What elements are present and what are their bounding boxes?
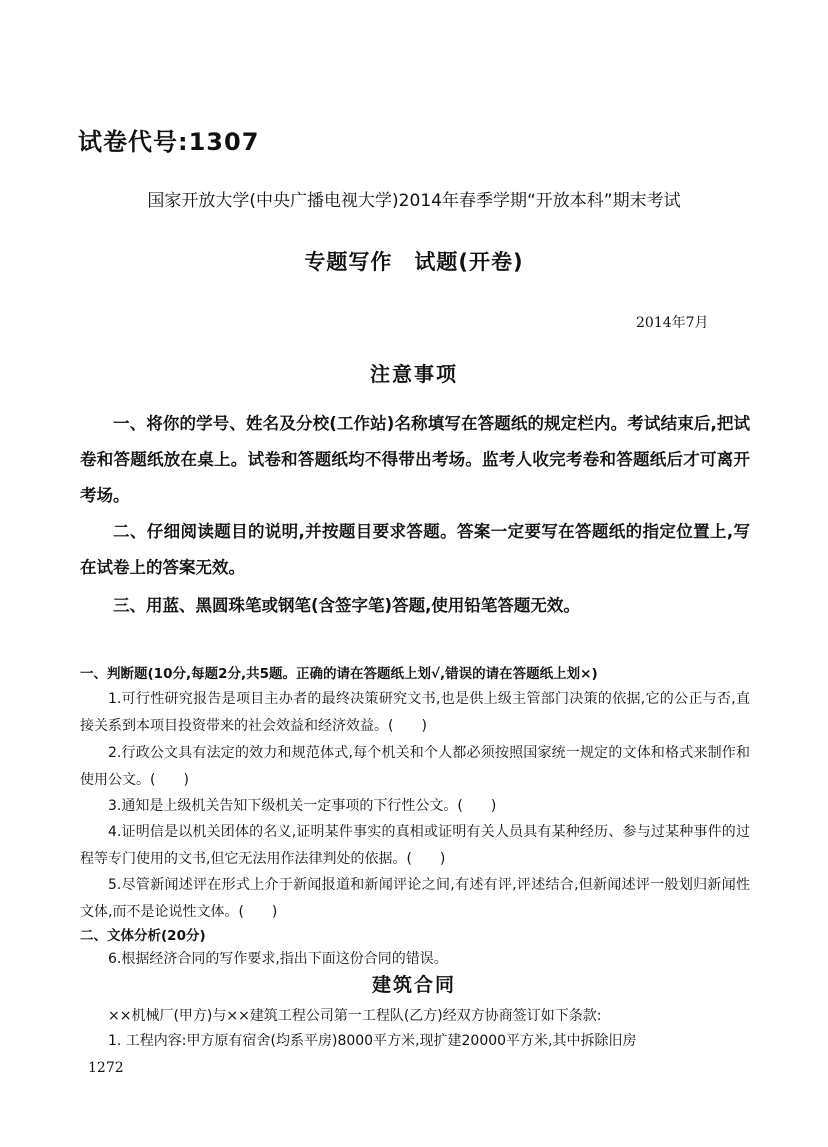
- paper-code: 试卷代号:1307: [78, 128, 260, 156]
- exam-title: 专题写作 试题(开卷): [304, 250, 524, 274]
- question-6: 6.根据经济合同的写作要求,指出下面这份合同的错误。: [108, 951, 448, 967]
- question-1: 1.可行性研究报告是项目主办者的最终决策研究文书,也是供上级主管部门决策的依据,它的公正与否,直接关系到本项目投资带来的社会效益和经济效益。( ): [80, 691, 750, 734]
- contract-line-1: ××机械厂(甲方)与××建筑工程公司第一工程队(乙方)经双方协商签订如下条款:: [108, 1008, 602, 1024]
- page-number: 1272: [88, 1060, 124, 1076]
- university-exam-line: 国家开放大学(中央广播电视大学)2014年春季学期“开放本科”期末考试: [147, 191, 681, 211]
- section1-heading: 一、判断题(10分,每题2分,共5题。正确的请在答题纸上划√,错误的请在答题纸上划×): [80, 666, 598, 682]
- contract-line-2: 1. 工程内容:甲方原有宿舍(均系平房)8000平方米,现扩建20000平方米,其中拆除旧房: [108, 1033, 637, 1049]
- notice-heading: 注意事项: [370, 362, 458, 386]
- notice-item-3: 三、用蓝、黑圆珠笔或钢笔(含签字笔)答题,使用铅笔答题无效。: [113, 596, 580, 615]
- exam-date: 2014年7月: [636, 315, 709, 331]
- question-3: 3.通知是上级机关告知下级机关一定事项的下行性公文。( ): [108, 798, 497, 814]
- contract-title: 建筑合同: [371, 974, 456, 996]
- question-2: 2.行政公文具有法定的效力和规范体式,每个机关和个人都必须按照国家统一规定的文体和格式来制作和使用公文。( ): [80, 745, 750, 788]
- notice-item-2: 二、仔细阅读题目的说明,并按题目要求答题。答案一定要写在答题纸的指定位置上,写在试卷上的答案无效。: [80, 522, 750, 577]
- question-4: 4.证明信是以机关团体的名义,证明某件事实的真相或证明有关人员具有某种经历、参与过某种事件的过程等专门使用的文书,但它无法用作法律判处的依据。( ): [80, 824, 750, 867]
- question-5: 5.尽管新闻述评在形式上介于新闻报道和新闻评论之间,有述有评,评述结合,但新闻述评一般划归新闻性文体,而不是论说性文体。( ): [80, 877, 750, 920]
- notice-item-1: 一、将你的学号、姓名及分校(工作站)名称填写在答题纸的规定栏内。考试结束后,把试卷和答题纸放在桌上。试卷和答题纸均不得带出考场。监考人收完考卷和答题纸后才可离开考场。: [80, 414, 750, 505]
- section2-heading: 二、文体分析(20分): [80, 928, 206, 944]
